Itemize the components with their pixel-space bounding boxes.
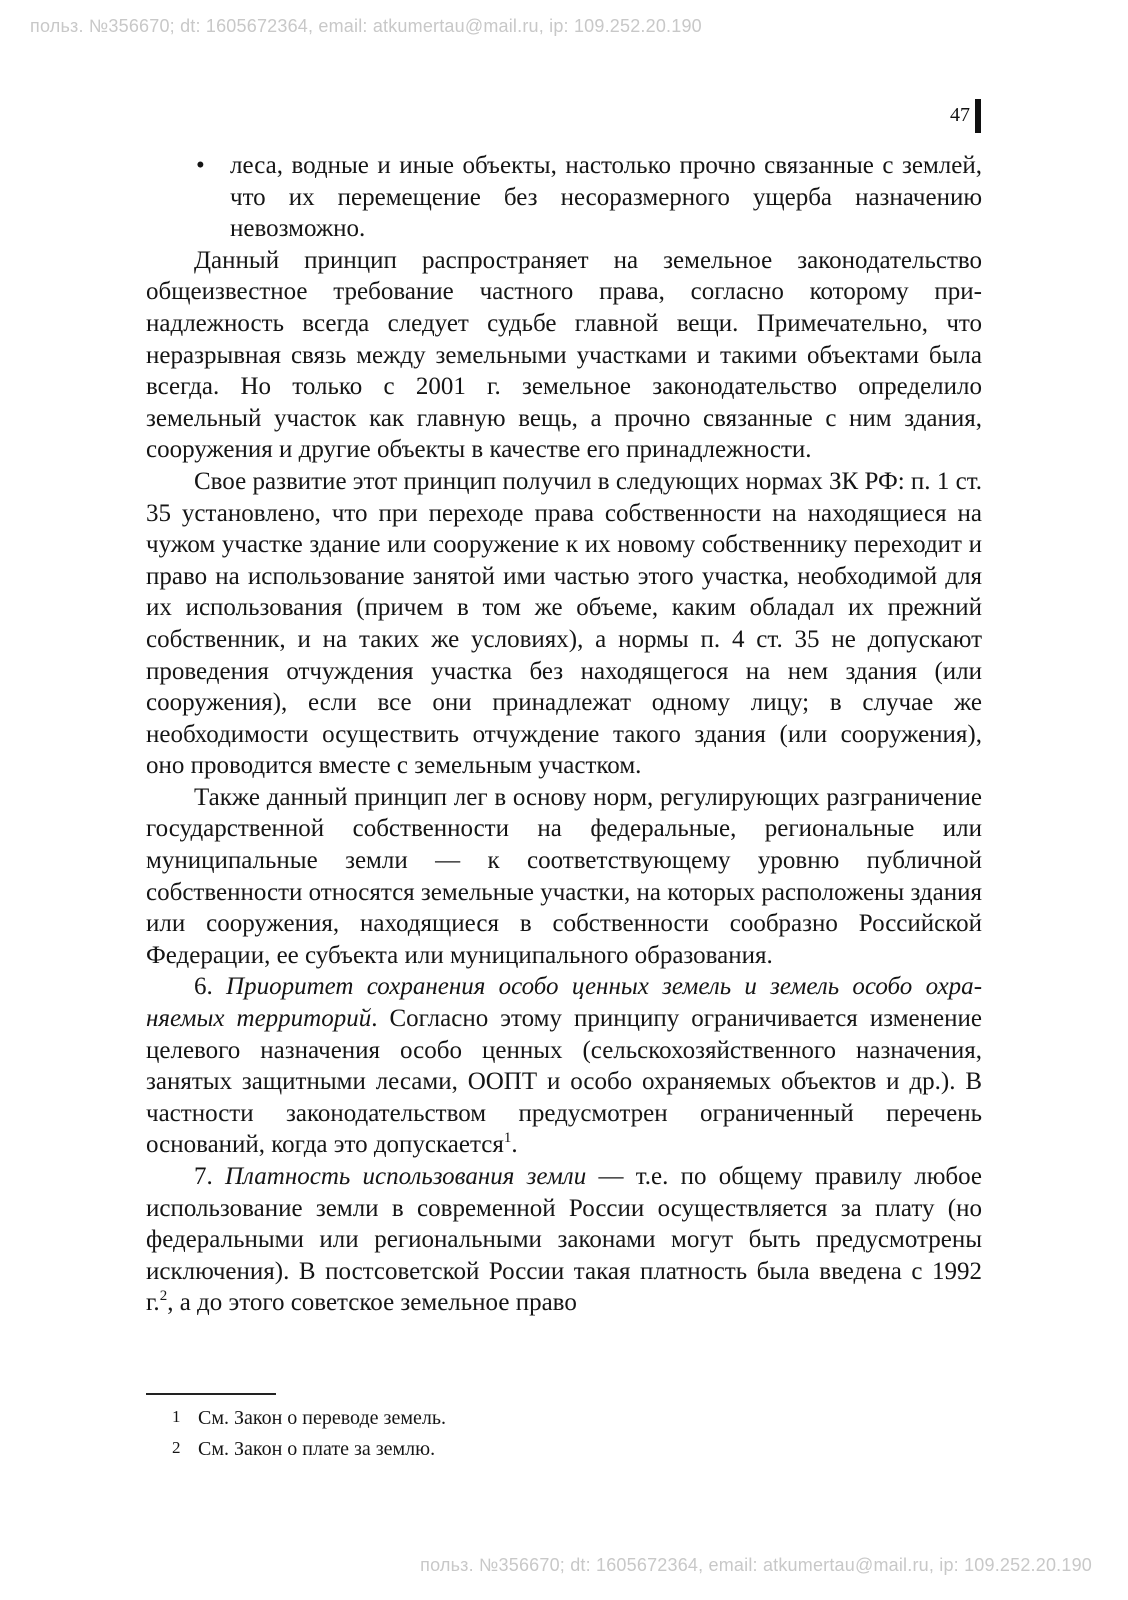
- footnote-ref-1[interactable]: 1: [503, 1130, 512, 1147]
- page-number: 47: [950, 104, 970, 126]
- principle-title: Приоритет сохранения особо ценных земель и земель особо охраняемых территорий: [146, 973, 983, 1033]
- item-number: 6.: [194, 973, 213, 1001]
- page-number-bar: [975, 99, 981, 133]
- footnote-number: 2: [172, 1438, 181, 1457]
- item-number: 7.: [194, 1163, 213, 1190]
- footnote-text: См. Закон о плате за землю.: [198, 1438, 436, 1460]
- footnote-1: [172, 1402, 952, 1433]
- principle-text: . Согласно этому принципу ограничивается изменение целевого назначения особо ценных (сельскохозяйственного назначения, занятых защитными лесами, ООПТ и особо охраняемых объектов и др.). В частности законодательством предусмотрен ограниченный перечень оснований, когда это допускается: [146, 1005, 982, 1159]
- principle-text-continued: , а до этого советское земельное право: [167, 1289, 577, 1317]
- bullet-text: леса, водные и иные объекты, настолько прочно связанные с землей, что их перемещение без несоразмерного ущерба назначению невозможно.: [230, 152, 982, 243]
- principle-title: Платность использования земли: [225, 1163, 587, 1190]
- watermark-bottom: польз. №356670; dt: 1605672364, email: atkumertau@mail.ru, ip: 109.252.20.190: [420, 1555, 1092, 1575]
- footnote-2: [172, 1433, 952, 1464]
- bullet-item: [146, 150, 982, 245]
- paragraph-state-property-division: Также данный принцип лег в основу норм, регулирующих разграничение государственной собственности на федеральные, региональные или муниципальные земли — к соответствующему уровню публичной собственности относятся земельные участки, на которых расположены здания или сооружения, находящиеся в собственности сообразно Российской Федерации, ее субъекта или муниципального образования.: [146, 783, 982, 969]
- footnotes: [172, 1402, 952, 1464]
- footnote-number: 1: [172, 1407, 181, 1426]
- principle-end: .: [511, 1131, 518, 1159]
- principle-text: — т.е. по общему правилу любое использование земли в современной России осуществляется за плату (но федеральными или региональными законами могут быть предусмотрены исключения). В постсоветской России такая платность была введена с 1992 г.: [146, 1163, 982, 1317]
- footnote-text: См. Закон о переводе земель.: [198, 1407, 446, 1429]
- paragraph-principle-7: [146, 1161, 982, 1319]
- watermark-top: польз. №356670; dt: 1605672364, email: atkumertau@mail.ru, ip: 109.252.20.190: [30, 16, 702, 36]
- paragraph-principle-accessory: Данный принцип распространяет на земельное законодательство общеизвестное требование частного права, согласно которому принадлежность всегда следует судьбе главной вещи. Примечательно, что неразрывная связь между земельными участками и такими объектами была всегда. Но только с 2001 г. земельное законодательство определило земельный участок как главную вещь, а прочно связанные с ним здания, сооружения и другие объекты в качестве его принадлежности.: [146, 246, 982, 464]
- bullet-marker: •: [196, 152, 205, 179]
- paragraph-principle-6: [146, 971, 982, 1161]
- footnote-ref-2[interactable]: 2: [159, 1288, 168, 1305]
- body-text: [146, 150, 982, 1319]
- paragraph-zk-norms: Свое развитие этот принцип получил в следующих нормах ЗК РФ: п. 1 ст. 35 установлено, что при переходе права собственности на находящиеся на чужом участке здание или сооружение к их новому собственнику переходит и право на использование занятой ими частью этого участка, необходимой для их использования (причем в том же объеме, каким обладал их прежний собственник, и на таких же условиях), а нормы п. 4 ст. 35 не допускают проведения отчуждения участка без находящегося на нем здания (или сооружения), если все они принадлежат одному лицу; в случае же необходимости осуществить отчуждение такого здания (или сооружения), оно проводится вместе с земельным участком.: [146, 467, 982, 780]
- footnote-divider: [146, 1393, 276, 1395]
